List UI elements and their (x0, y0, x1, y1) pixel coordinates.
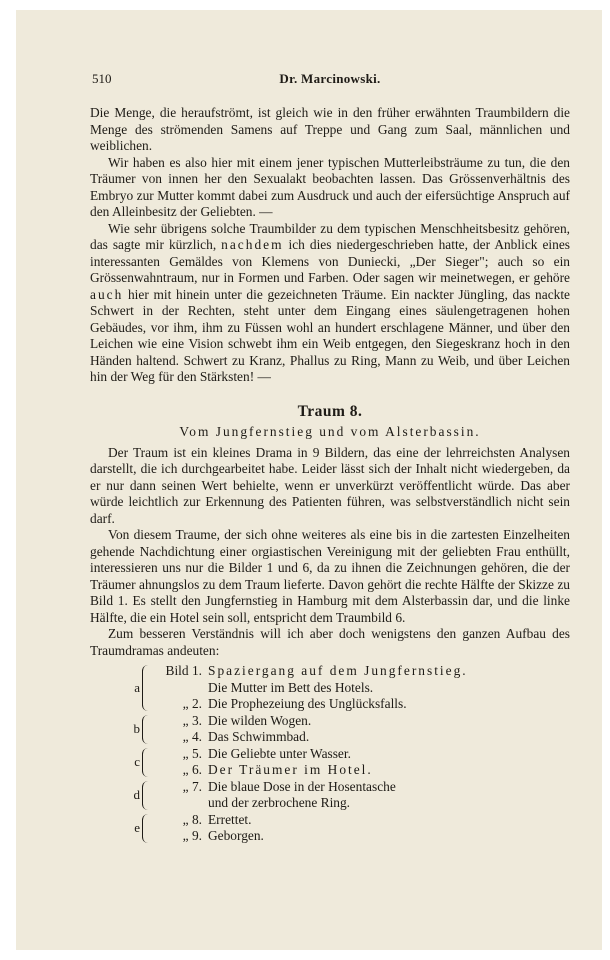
scene-row (158, 812, 570, 829)
emphasis-spaced: Der Träumer (208, 762, 299, 777)
scene-group-b (118, 713, 570, 746)
scene-row (158, 729, 570, 746)
brace-icon (142, 781, 150, 810)
paragraph: Die Menge, die heraufströmt, ist gleich wie in den früher erwähnten Traumbildern die Menge des strömenden Samens auf Treppe und Gang zum Saal, männlichen und weiblichen. (90, 105, 570, 153)
scene-number: „ 2. (182, 696, 202, 711)
book-page (16, 10, 602, 950)
scene-group-d (118, 779, 570, 812)
scene-row (158, 680, 570, 697)
scene-title: und der zerbrochene Ring. (208, 795, 351, 810)
paragraph: Von diesem Traume, der sich ohne weiteres als eine bis in die zartesten Einzelheiten gehende Nachdichtung einer orgiastischen Vereinigung mit der geliebten Frau enthüllt, interessieren uns nur die Bilder 1 und 6, da zu ihnen die Zeichnungen gehören, die der Träumer ahnungslos zu dem Traum lieferte. Davon gehört die rechte Hälfte der Skizze zu Bild 1. Es stellt den Jungfernstieg in Hamburg mit dem Alsterbassin dar, und die linke Hälfte, die ein Hotel sein soll, entspricht dem Traumbild 6. (90, 527, 570, 625)
scene-title: Die Prophezeiung des Unglücksfalls. (208, 696, 407, 711)
scene-group-c (118, 746, 570, 779)
paragraph: Wir haben es also hier mit einem jener typischen Mutterleibsträume zu tun, die den Träumer von innen her den Sexualakt beobachten lassen. Das Grössenverhältnis des Embryo zur Mutter kommt dabei zum Ausdruck und auch der eifersüchtige Anspruch auf den Alleinbesitz der Geliebten. — (90, 154, 570, 219)
scene-row (158, 663, 570, 680)
scene-number: „ 8. (182, 811, 202, 827)
scene-row (158, 828, 570, 845)
page-number: 510 (92, 71, 112, 86)
scene-group-label: b (133, 720, 140, 736)
paragraph: Der Traum ist ein kleines Drama in 9 Bildern, das eine der lehrreichsten Analysen darstellt, die ich durchgearbeitet habe. Leider lässt sich der Inhalt nicht wiedergeben, da er nur dann seinen Wert behielte, wenn er unverkürzt veröffentlicht würde. Das aber würde leichtlich zur Erkennung des Patienten führen, was selbstverständlich nicht sein darf. (90, 444, 570, 526)
scene-number (158, 795, 208, 812)
brace-icon (142, 665, 150, 711)
scene-group-e (118, 812, 570, 845)
section-subtitle: Vom Jungfernstieg und vom Alsterbassin. (179, 424, 481, 439)
scene-group-label: c (134, 753, 140, 769)
text-body (90, 105, 570, 845)
emphasis-spaced: nachdem (221, 237, 284, 252)
scene-number: „ 5. (182, 745, 202, 761)
scene-group-label: d (133, 786, 140, 802)
scene-row (158, 795, 570, 812)
scene-list (118, 663, 570, 845)
scene-group-label: e (134, 819, 140, 835)
brace-icon (142, 715, 150, 744)
scene-title: Geborgen. (208, 828, 264, 843)
scene-row (158, 696, 570, 713)
scene-title: Errettet. (208, 811, 252, 827)
paragraph (90, 221, 570, 386)
scene-title: Die wilden Wogen. (208, 712, 312, 728)
scene-number: „ 3. (182, 712, 202, 728)
scene-title (208, 762, 570, 779)
scene-number (158, 680, 208, 697)
scene-title: Das Schwimmbad. (208, 729, 310, 744)
scene-title: Spaziergang auf dem Jungfernstieg. (208, 663, 468, 678)
scene-number: „ 9. (182, 828, 202, 843)
emphasis-spaced: auch (90, 286, 124, 302)
scene-number: „ 6. (182, 762, 202, 777)
scene-number: „ 7. (182, 778, 202, 794)
text-run: im Hotel. (298, 762, 373, 777)
scene-row (158, 779, 570, 796)
brace-icon (142, 814, 150, 843)
text-run: Wie sehr übrigens solche Traumbilder zu dem typischen Menschheitsbesitz gehören, das sagte mir kürzlich, (90, 220, 570, 252)
scene-title: Die Mutter im Bett des Hotels. (208, 679, 374, 695)
text-run: hier mit hinein unter die gezeichneten Träume. Ein nackter Jüngling, das nackte Schwert in der Rechten, steht unter dem Eingang eines säulengetragenen hohen Gebäudes, vor ihm, ihm zu Füssen wohl an hundert erschlagene Männer, und über den Leichen wie eine Vision schwebt ihm ein Weib entgegen, den Siegeskranz hoch in den Händen haltend. Schwert zu Kranz, Phallus zu Ring, Mann zu Weib, und über Leichen hin der Weg für den Stärksten! — (90, 286, 570, 384)
scene-row (158, 746, 570, 763)
text-run: ich dies niedergeschrieben hatte, der Anblick eines interessanten Gemäldes von Klemens von Duniecki, „Der Sieger"; auch so ein Grössenwahntraum, nur in Formen und Farben. Oder sagen wir meinetwegen, er gehöre (90, 237, 570, 285)
section-title: Traum 8. (297, 402, 363, 420)
scene-number: „ 4. (182, 729, 202, 744)
scene-row (158, 762, 570, 779)
scene-title: Die blaue Dose in der Hosentasche (208, 778, 396, 794)
paragraph: Zum besseren Verständnis will ich aber doch wenigstens den ganzen Aufbau des Traumdramas andeuten: (90, 626, 570, 658)
scene-group-label: a (134, 679, 140, 695)
scene-row (158, 713, 570, 730)
scene-title: Die Geliebte unter Wasser. (208, 745, 351, 761)
brace-icon (142, 748, 150, 777)
scene-number: Bild 1. (165, 663, 202, 678)
scene-group-a (118, 663, 570, 713)
running-head-author: Dr. Marcinowski. (279, 71, 381, 86)
